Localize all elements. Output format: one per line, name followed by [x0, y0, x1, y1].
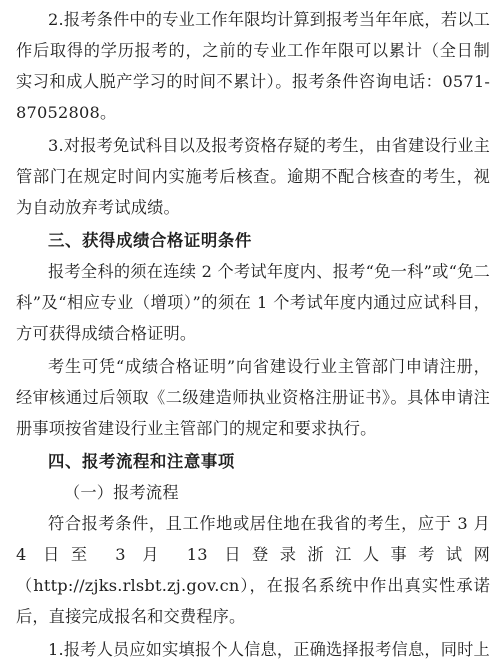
paragraph-registration: 考生可凭“成绩合格证明”向省建设行业主管部门申请注册，经审核通过后领取《二级建造师执业资格注册证书》。具体申请注册事项按省建设行业主管部门的规定和要求执行。: [16, 357, 490, 438]
heading-process-notes: 四、报考流程和注意事项: [48, 452, 235, 471]
paragraph-work-years: 2.报考条件中的专业工作年限均计算到报考当年年底，若以工作后取得的学历报考的，之前的专业工作年限可以累计（全日制实习和成人脱产学习的时间不累计）。报考条件咨询电话：0571-87052808。: [16, 10, 490, 122]
subheading-registration-process: （一）报考流程: [64, 483, 179, 502]
paragraph-registration-dates: 符合报考条件，且工作地或居住地在我省的考生，应于 3 月 4 日至 3 月 13 日登录浙江人事考试网（http://zjks.rlsbt.zj.gov.cn），在报名系统中作出真实性承诺后，直接完成报名和交费程序。: [16, 514, 490, 626]
paragraph-post-exam-check: 3.对报考免试科目以及报考资格存疑的考生，由省建设行业主管部门在规定时间内实施考后核查。逾期不配合核查的考生，视为自动放弃考试成绩。: [16, 136, 490, 217]
paragraph-pass-requirements: 报考全科的须在连续 2 个考试年度内、报考“免一科”或“免二科”及“相应专业（增项）”的须在 1 个考试年度内通过应试科目，方可获得成绩合格证明。: [16, 262, 490, 343]
heading-certificate-conditions: 三、获得成绩合格证明条件: [48, 231, 252, 250]
paragraph-fill-info: 1.报考人员应如实填报个人信息，正确选择报考信息，同时上: [48, 640, 490, 659]
